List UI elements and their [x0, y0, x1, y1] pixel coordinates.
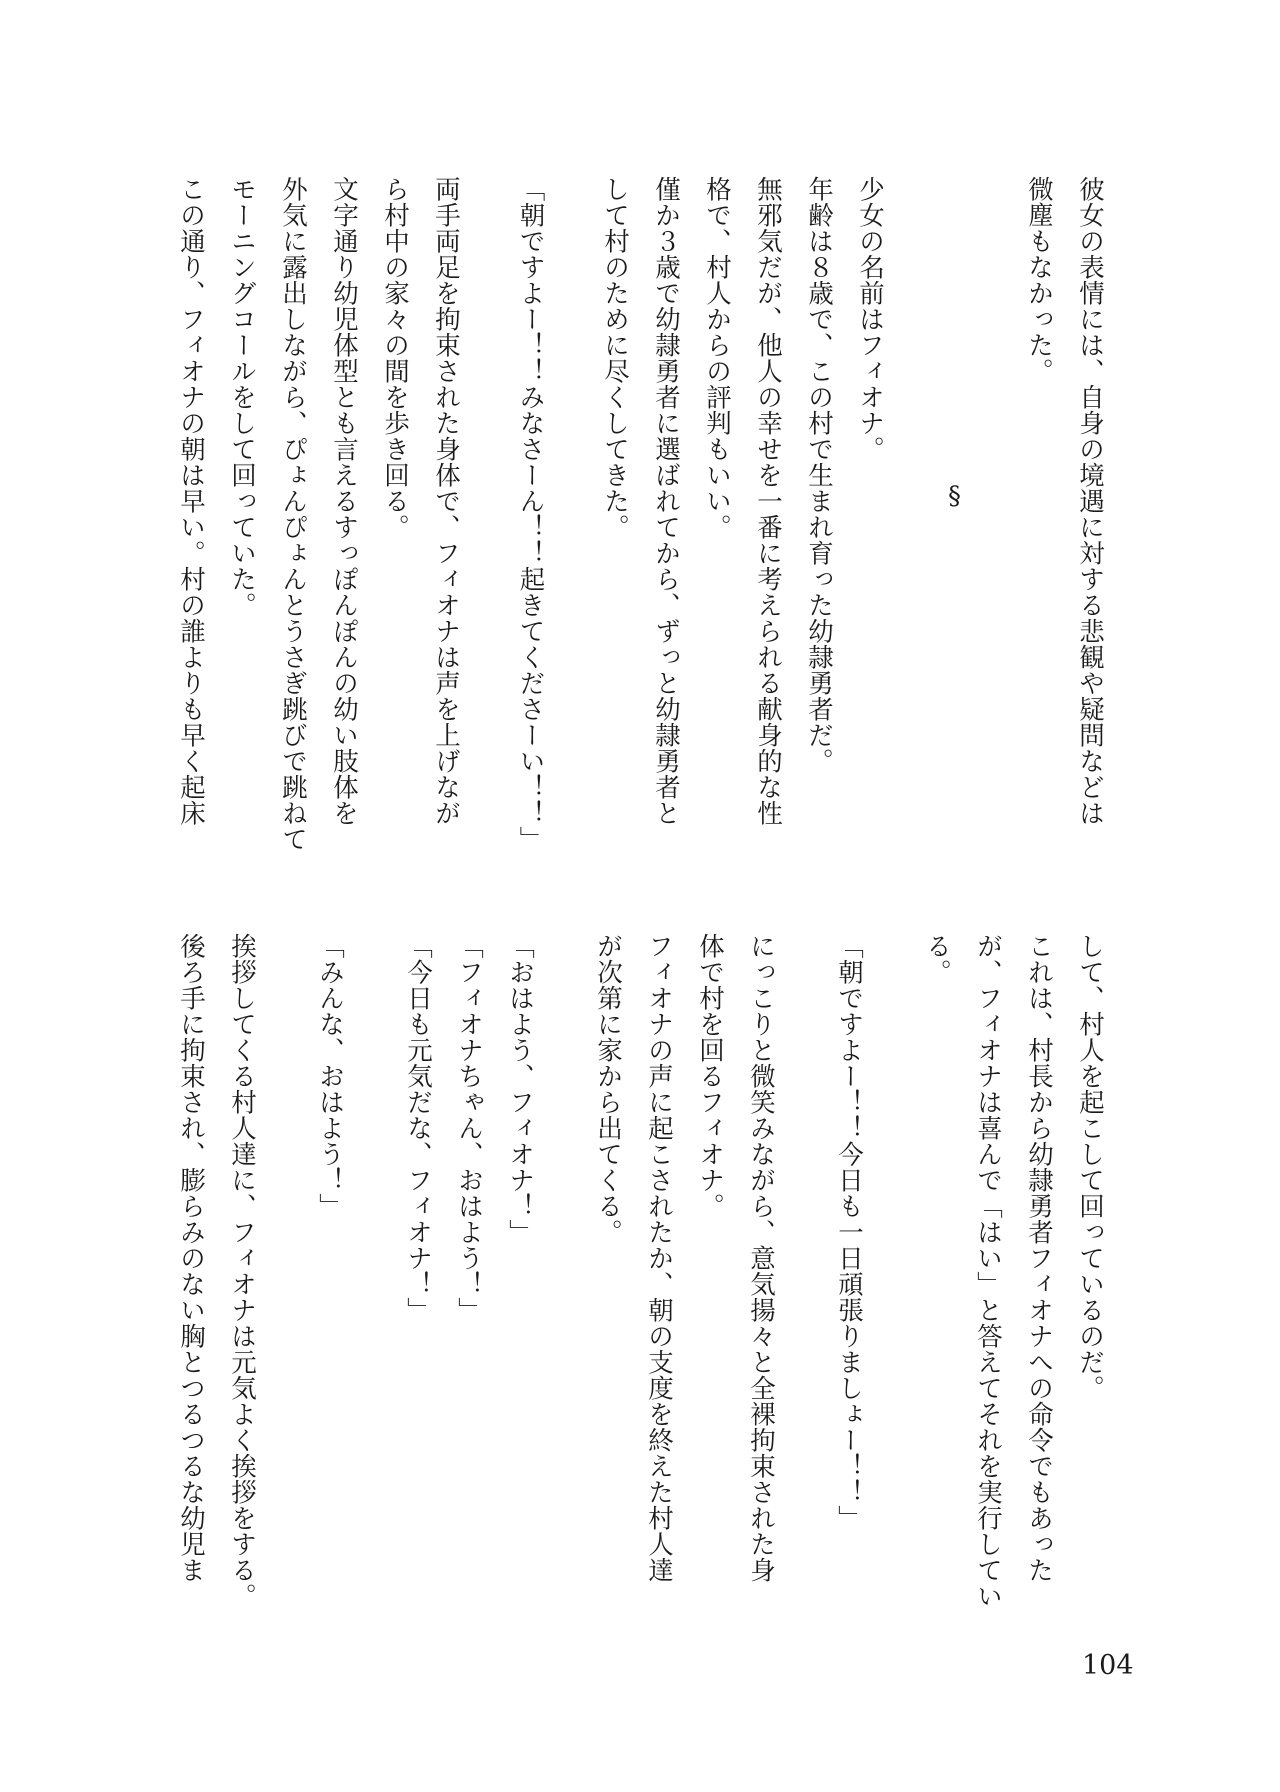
text-column: この通り、フィオナの朝は早い。村の誰よりも早く起床	[176, 176, 206, 826]
top-text-block	[156, 176, 1106, 856]
text-column: ら村中の家々の間を歩き回る。	[380, 176, 410, 540]
dialogue-column: 「フィオナちゃん、おはよう！」	[454, 933, 484, 1323]
text-column: が、フィオナは喜んで「はい」と答えてそれを実行してい	[973, 933, 1003, 1609]
blank-column	[883, 933, 902, 1573]
text-column: にっこりと微笑みながら、意気揚々と全裸拘束された身	[746, 933, 776, 1583]
blank-column	[989, 176, 1005, 816]
text-column: る。	[922, 933, 952, 985]
dialogue-column: 「朝ですよー！！みなさーん！！起きてくださーい！！」	[515, 176, 546, 852]
dialogue-column: 「今日も元気だな、フィオナ！」	[403, 933, 433, 1323]
text-column: 年齢は８歳で、この村で生まれ育った幼隷勇者だ。	[804, 176, 834, 774]
blank-column	[795, 933, 814, 1573]
text-column: 少女の名前はフィオナ。	[855, 176, 885, 462]
text-column: して村のために尽くしてきた。	[600, 176, 630, 540]
section-mark	[938, 176, 971, 816]
text-column: 無邪気だが、他人の幸せを一番に考えられる献身的な性	[753, 176, 783, 826]
blank-column	[554, 933, 573, 1573]
text-column: して、村人を起こして回っているのだ。	[1075, 933, 1105, 1401]
text-column: フィオナの声に起こされたか、朝の支度を終えた村人達	[644, 933, 674, 1583]
text-column: 体で村を回るフィオナ。	[695, 933, 725, 1219]
text-column: 両手両足を拘束された身体で、フィオナは声を上げなが	[431, 176, 461, 826]
section-mark-symbol: §	[939, 480, 970, 512]
text-column: 微塵もなかった。	[1024, 176, 1054, 384]
text-column: これは、村長から幼隷勇者フィオナへの命令でもあった	[1024, 933, 1054, 1583]
text-column: 彼女の表情には、自身の境遇に対する悲観や疑問などは	[1075, 176, 1105, 826]
page-number: 104	[1082, 1650, 1134, 1681]
dialogue-column: 「おはよう、フィオナ！」	[505, 933, 535, 1245]
text-column: 外気に露出しながら、ぴょんぴょんとうさぎ跳びで跳ねて	[278, 176, 308, 852]
blank-column	[565, 176, 581, 816]
text-column: 文字通り幼児体型とも言えるすっぽんぽんの幼い肢体を	[329, 176, 359, 826]
text-column: 後ろ手に拘束され、膨らみのない胸とつるつるな幼児ま	[176, 933, 206, 1583]
text-column: が次第に家から出てくる。	[593, 933, 623, 1245]
text-column: モーニングコールをして回っていた。	[227, 176, 257, 618]
blank-column	[364, 933, 383, 1573]
dialogue-column: 「朝ですよー！！今日も一日頑張りましょー！！」	[834, 933, 864, 1531]
dialogue-column: 「みんな、おはよう！」	[315, 933, 345, 1219]
text-column: 格で、村人からの評判もいい。	[702, 176, 732, 540]
blank-column	[276, 933, 295, 1573]
blank-column	[480, 176, 496, 816]
text-column: 挨拶してくる村人達に、フィオナは元気よく挨拶をする。	[227, 933, 257, 1609]
blank-column	[904, 176, 920, 816]
text-column: 僅か３歳で幼隷勇者に選ばれてから、ずっと幼隷勇者と	[651, 176, 681, 826]
bottom-text-block	[156, 933, 1106, 1613]
